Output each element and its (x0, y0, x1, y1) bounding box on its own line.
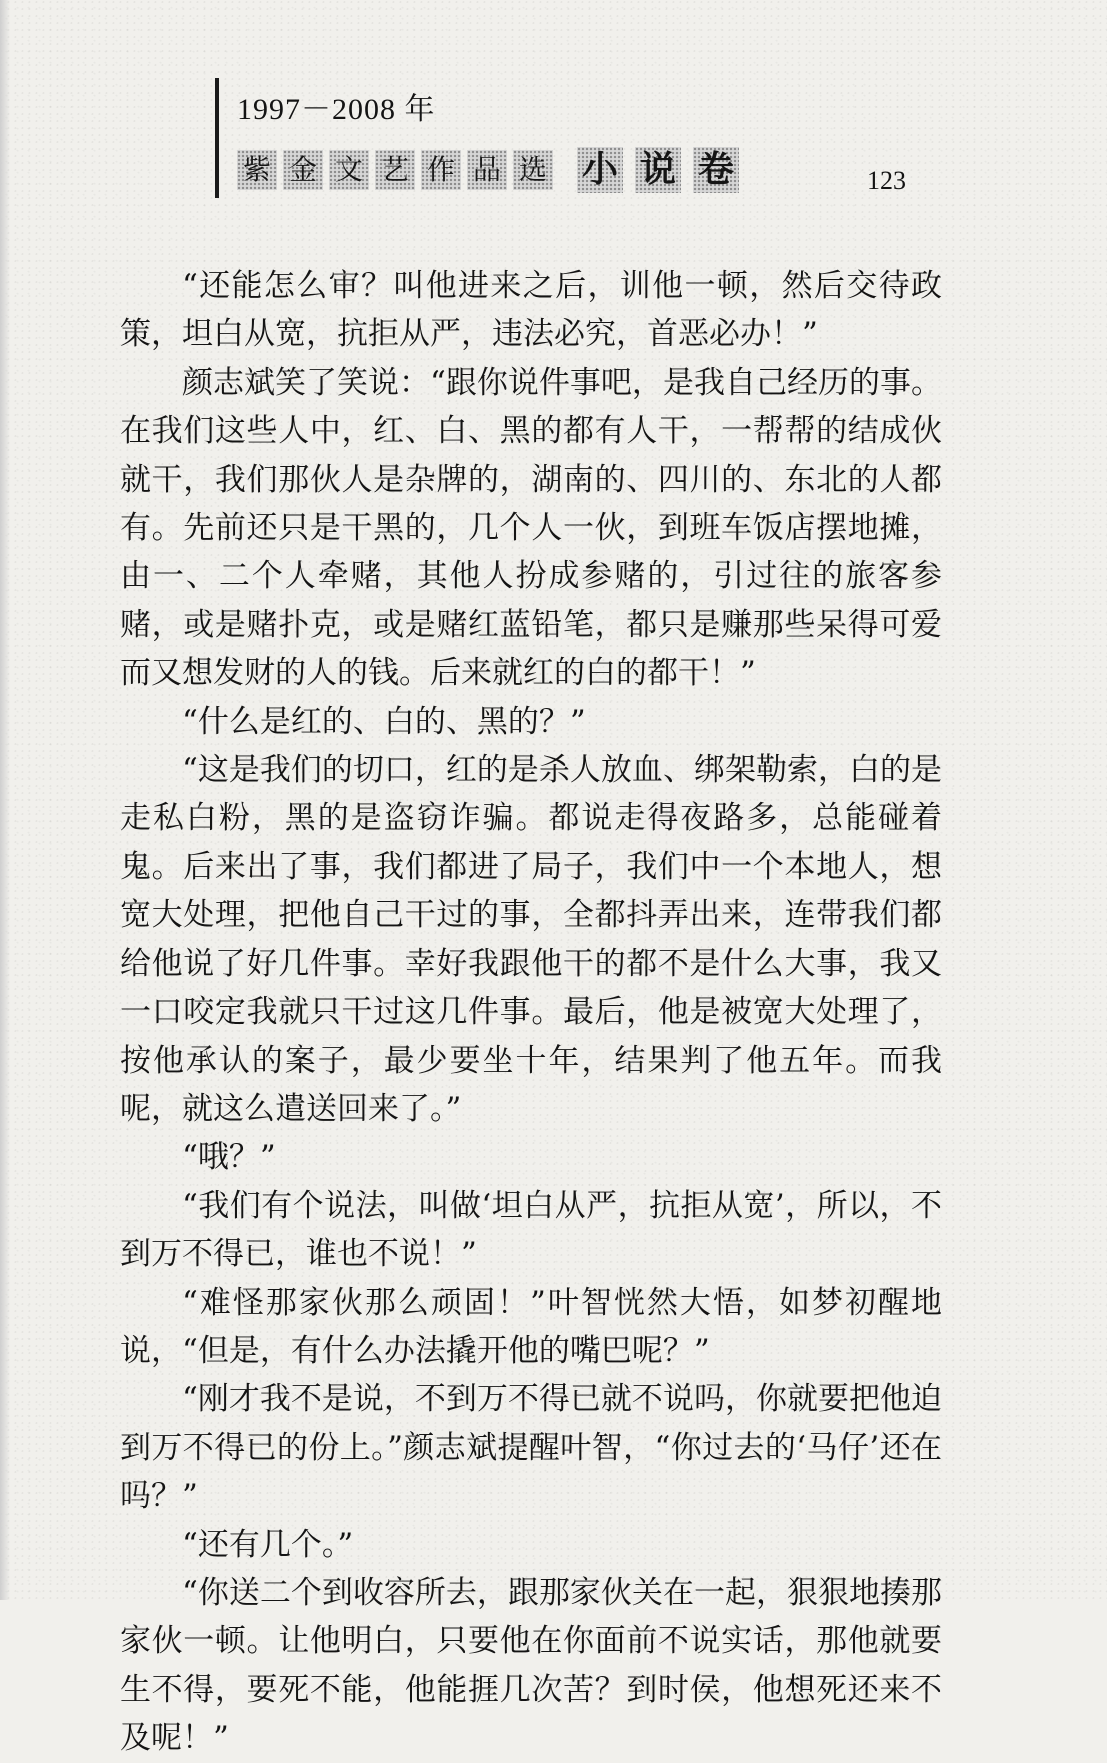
paragraph: “哦？” (182, 1139, 276, 1176)
paragraph: “这是我们的切口，红的是杀人放血、绑架勒索，白的是走私白粉，黑的是盗窃诈骗。都说走得夜路多，总能碰着鬼。后来出了事，我们都进了局子，我们中一个本地人，想宽大处理，把他自己干过的事，全都抖弄出来，连带我们都给他说了好几件事。幸好我跟他干的都不是什么大事，我又一口咬定我就只干过这几件事。最后，他是被宽大处理了，按他承认的案子，最少要坐十年，结果判了他五年。而我呢，就这么遣送回来了。” (120, 752, 942, 1127)
paragraph: “难怪那家伙那么顽固！”叶智恍然大悟，如梦初醒地说，“但是，有什么办法撬开他的嘴巴呢？” (120, 1284, 942, 1369)
page-number: 123 (867, 166, 906, 195)
series-char: 文 (329, 150, 369, 190)
paragraph: “刚才我不是说，不到万不得已就不说吗，你就要把他迫到万不得已的份上。”颜志斌提醒叶智，“你过去的‘马仔’还在吗？” (120, 1381, 942, 1515)
scan-shadow (0, 0, 10, 1600)
paragraph: “我们有个说法，叫做‘坦白从严，抗拒从宽’，所以，不到万不得已，谁也不说！” (120, 1187, 942, 1273)
paragraph: 颜志斌笑了笑说：“跟你说件事吧，是我自己经历的事。在我们这些人中，红、白、黑的都有人干，一帮帮的结成伙就干，我们那伙人是杂牌的，湖南的、四川的、东北的人都有。先前还只是干黑的，几个人一伙，到班车饭店摆地摊，由一、二个人牵赌，其他人扮成参赌的，引过往的旅客参赌，或是赌扑克，或是赌红蓝铅笔，都只是赚那些呆得可爱而又想发财的人的钱。后来就红的白的都干！” (120, 364, 942, 692)
series-char: 金 (283, 150, 323, 190)
series-char: 选 (513, 150, 553, 190)
volume-char: 小 (577, 147, 623, 193)
series-char: 紫 (237, 150, 277, 190)
header-series-title (237, 150, 751, 190)
series-char: 品 (467, 150, 507, 190)
series-char: 艺 (375, 150, 415, 190)
paragraph: “还有几个。” (182, 1526, 354, 1563)
paragraph: “还能怎么审？叫他进来之后，训他一顿，然后交待政策，坦白从宽，抗拒从严，违法必究，首恶必办！” (120, 268, 942, 353)
running-header (215, 70, 975, 205)
series-char: 作 (421, 150, 461, 190)
paragraph: “什么是红的、白的、黑的？” (182, 703, 586, 740)
volume-char: 说 (635, 147, 681, 193)
volume-char: 卷 (693, 147, 739, 193)
paragraph: “你送二个到收容所去，跟那家伙关在一起，狠狠地揍那家伙一顿。让他明白，只要他在你面前不说实话，那他就要生不得，要死不能，他能捱几次苦？到时侯，他想死还来不及呢！” (120, 1574, 942, 1757)
header-year-range: 1997－2008 年 (237, 93, 436, 126)
body-text (120, 262, 942, 1763)
header-rule (215, 78, 219, 198)
